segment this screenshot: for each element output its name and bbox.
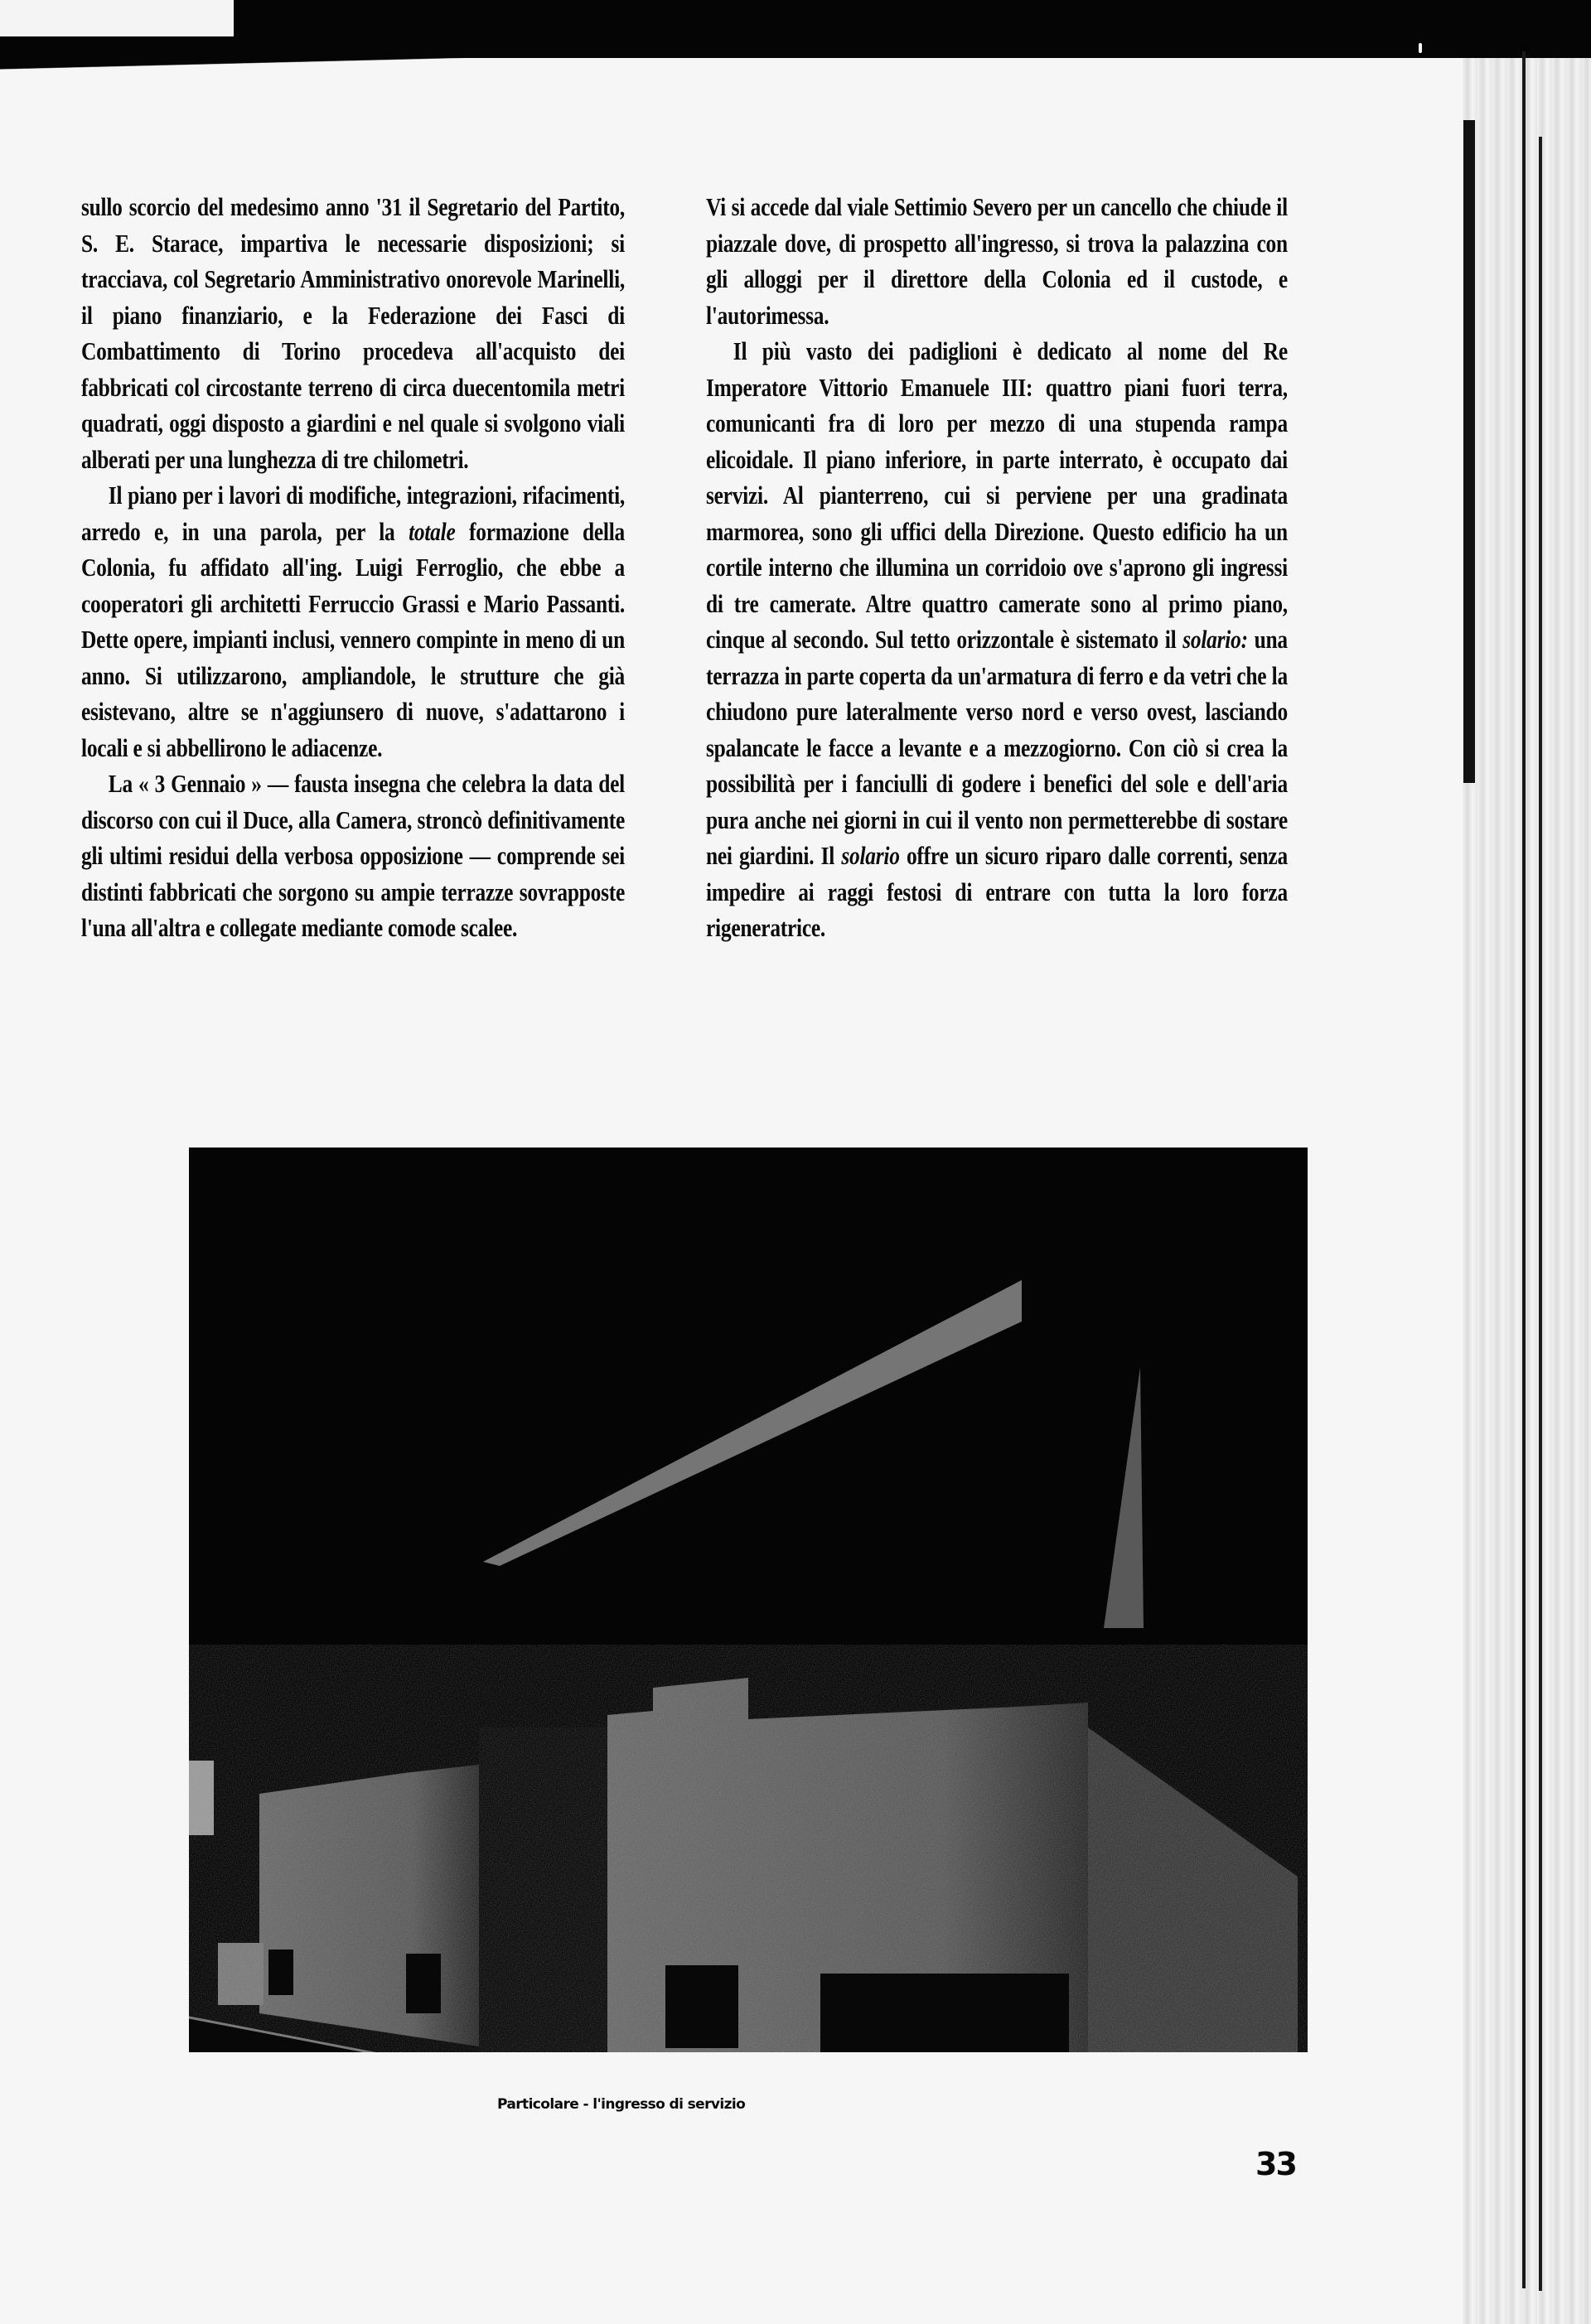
binding-line <box>1463 120 1475 783</box>
binding-shadow <box>1458 0 1591 58</box>
building-photo-illustration <box>189 1148 1308 2052</box>
paragraph-text: Il più vasto dei padiglioni è dedicato al nome del Re Imperatore Vittorio Emanuele III: quattro piani fuori terra, comunicanti fra di loro per mezzo di una stupenda rampa elicoidale. Il piano inferiore, in parte interrato, è occupato dai servizi. Al pianterreno, cui si perviene per una gradinata marmorea, sono gli uffici della Direzione. Questo edificio ha un cortile interno che illumina un corridoio ove s'aprono gli ingressi di tre camerate. Altre quattro camerate sono al primo piano, cinque al secondo. Sul tetto orizzontale è sistemato il <box>706 336 1288 654</box>
paragraph-text: Il piano per i lavori di modifiche, integrazioni, rifacimenti, arredo e, in una parola, per la <box>81 481 626 546</box>
scan-speck <box>1419 43 1422 53</box>
emphasis-text: solario <box>841 841 900 870</box>
window <box>406 1954 441 2013</box>
figure-caption: Particolare - l'ingresso di servizio <box>497 2096 746 2113</box>
building-photo <box>189 1148 1308 2052</box>
window-wide <box>820 1974 1069 2052</box>
paragraph: sullo scorcio del medesimo anno '31 il Segretario del Partito, S. E. Starace, impartiva le necessarie disposizioni; si tracciava, col Segretario Amministrativo onorevole Marinelli, il piano finanziario, e la Federazione dei Fasci di Combattimento di Torino procedeva all'acquisto dei fabbricati col circostante terreno di circa duecentomila metri quadrati, oggi disposto a giardini e nel quale si svolgono viali alberati per una lunghezza di tre chilometri. <box>81 192 625 474</box>
binding-line <box>1522 51 1526 2288</box>
paragraph: La « 3 Gennaio » — fausta insegna che celebra la data del discorso con cui il Duce, alla Camera, stroncò definitivamente gli ultimi residui della verbosa opposizione — comprende sei distinti fabbricati che sorgono su ampie terrazze sovrapposte l'una all'altra e collegate mediante comode scalee. <box>81 769 626 942</box>
book-binding-edge <box>1463 50 1591 2324</box>
emphasis-text: totale <box>409 516 456 546</box>
page-number: 33 <box>1255 2146 1296 2182</box>
text-column-left <box>81 189 625 946</box>
binding-line <box>1539 137 1542 2291</box>
emphasis-text: solario: <box>1182 625 1248 654</box>
scan-corner-tab <box>0 0 234 36</box>
paragraph-text: formazione della Colonia, fu affidato all'ing. Luigi Ferroglio, che ebbe a cooperatori gli architetti Ferruccio Grassi e Mario Passanti. Dette opere, impianti inclusi, vennero compinte in meno di un anno. Si utilizzarono, ampliandole, le strutture che già esistevano, altre se n'aggiunsero di nuove, s'adattarono i locali e si abbellirono le adiacenze. <box>81 516 626 762</box>
paragraph <box>706 333 1288 946</box>
paragraph-text: una terrazza in parte coperta da un'armatura di ferro e da vetri che la chiudono pure lateralmente verso nord e verso ovest, lasciando spalancate le facce a levante e a mezzogiorno. Con ciò si crea la possibilità per i fanciulli di godere i benefici del sole e dell'aria pura anche nei giorni in cui il vento non permetterebbe di sostare nei giardini. Il <box>706 625 1288 870</box>
text-column-right <box>706 189 1288 946</box>
paragraph-text: offre un sicuro riparo dalle correnti, senza impedire ai raggi festosi di entrare con tutta la loro forza rigeneratrice. <box>706 841 1288 942</box>
photo-grain <box>189 1645 1308 2052</box>
window <box>268 1950 293 1995</box>
paragraph <box>81 477 625 766</box>
paragraph: Vi si accede dal viale Settimio Severo per un cancello che chiude il piazzale dove, di prospetto all'ingresso, si trova la palazzina con gli alloggi per il direttore della Colonia ed il custode, e l'autorimessa. <box>706 192 1288 330</box>
scan-page-edge <box>0 36 1591 70</box>
window <box>665 1965 738 2048</box>
